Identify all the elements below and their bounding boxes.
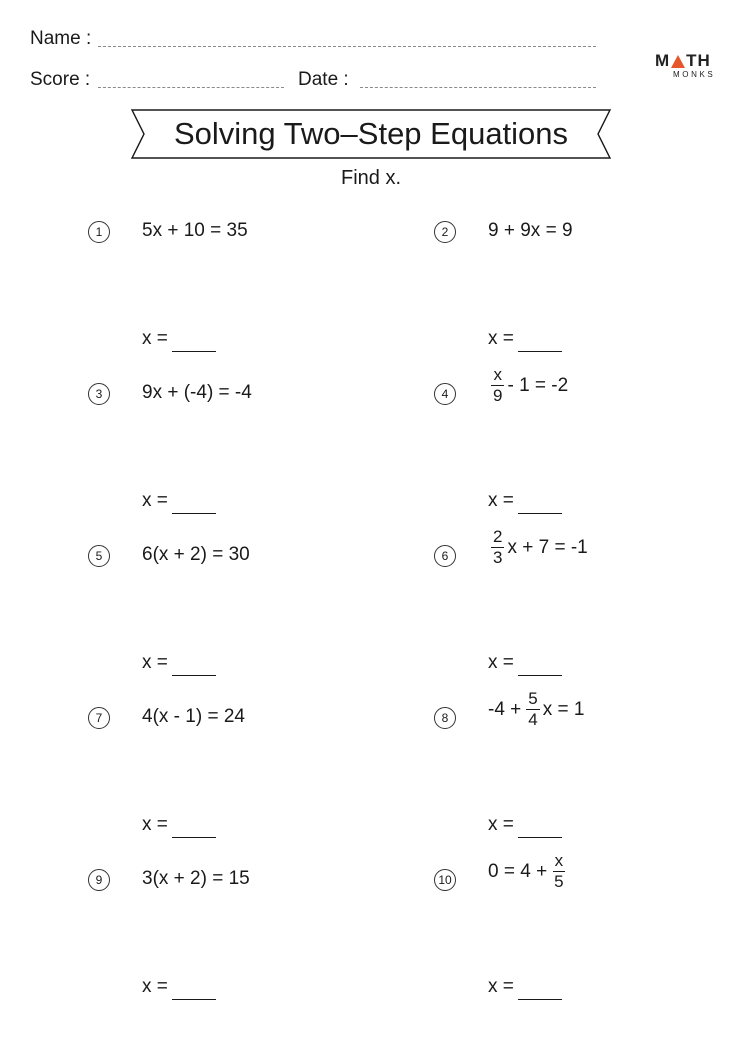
fraction xyxy=(552,851,565,892)
equation xyxy=(488,365,568,406)
answer-line xyxy=(488,812,562,838)
equation: 9 + 9x = 9 xyxy=(488,220,573,241)
answer-blank[interactable] xyxy=(172,495,216,514)
answer-label: x = xyxy=(142,490,168,511)
equation: 9x + (-4) = -4 xyxy=(142,382,252,403)
problem-7 xyxy=(88,707,418,857)
answer-label: x = xyxy=(142,814,168,835)
answer-label: x = xyxy=(142,652,168,673)
page-title: Solving Two–Step Equations xyxy=(173,116,569,151)
name-field[interactable] xyxy=(98,46,596,47)
answer-blank[interactable] xyxy=(172,819,216,838)
fraction xyxy=(526,689,539,730)
answer-line xyxy=(488,326,562,352)
date-label: Date : xyxy=(298,69,349,90)
problem-9 xyxy=(88,869,418,1019)
problem-4 xyxy=(434,365,742,533)
problem-number: 5 xyxy=(88,545,110,567)
problem-number: 8 xyxy=(434,707,456,729)
equation: 3(x + 2) = 15 xyxy=(142,868,250,889)
answer-label: x = xyxy=(142,976,168,997)
date-field[interactable] xyxy=(360,87,596,88)
answer-line xyxy=(142,974,216,1000)
score-field[interactable] xyxy=(98,87,284,88)
answer-label: x = xyxy=(488,814,514,835)
name-label: Name : xyxy=(30,28,92,49)
problem-number: 6 xyxy=(434,545,456,567)
answer-blank[interactable] xyxy=(172,981,216,1000)
problem-3 xyxy=(88,383,418,533)
score-label: Score : xyxy=(30,69,91,90)
answer-blank[interactable] xyxy=(518,333,562,352)
equation xyxy=(488,527,588,568)
logo-word-left: M xyxy=(655,51,671,70)
answer-label: x = xyxy=(488,490,514,511)
fraction-denominator: 3 xyxy=(493,548,503,567)
fraction-numerator: 2 xyxy=(493,527,503,546)
answer-blank[interactable] xyxy=(518,657,562,676)
fraction-denominator: 5 xyxy=(554,872,564,891)
answer-line xyxy=(142,326,216,352)
answer-blank[interactable] xyxy=(172,333,216,352)
answer-label: x = xyxy=(488,652,514,673)
problem-number: 3 xyxy=(88,383,110,405)
equation-left-text: -4 + xyxy=(488,698,522,720)
fraction-numerator: 5 xyxy=(528,689,538,708)
fraction-denominator: 4 xyxy=(528,710,538,729)
equation-right-text: x = 1 xyxy=(542,698,585,720)
instruction-text: Find x. xyxy=(340,167,402,189)
answer-line xyxy=(488,488,562,514)
equation xyxy=(488,689,584,730)
problem-number: 7 xyxy=(88,707,110,729)
fraction xyxy=(491,527,504,568)
equation-left-text: 0 = 4 + xyxy=(488,860,548,882)
problem-number: 9 xyxy=(88,869,110,891)
problem-number: 10 xyxy=(434,869,456,891)
fraction-numerator: x xyxy=(493,365,502,384)
logo-word-right: TH xyxy=(686,51,711,70)
answer-blank[interactable] xyxy=(172,657,216,676)
answer-line xyxy=(488,650,562,676)
fraction xyxy=(491,365,504,406)
answer-line xyxy=(142,650,216,676)
answer-label: x = xyxy=(488,976,514,997)
problem-5 xyxy=(88,545,418,695)
equation-right-text: x + 7 = -1 xyxy=(507,536,588,558)
answer-label: x = xyxy=(488,328,514,349)
answer-blank[interactable] xyxy=(518,981,562,1000)
fraction-denominator: 9 xyxy=(493,386,503,405)
answer-line xyxy=(142,812,216,838)
equation-right-text: - 1 = -2 xyxy=(507,374,569,396)
math-monks-logo xyxy=(655,52,717,80)
equation: 6(x + 2) = 30 xyxy=(142,544,250,565)
problem-number: 2 xyxy=(434,221,456,243)
answer-line xyxy=(488,974,562,1000)
logo-subtext: MONKS xyxy=(673,70,716,79)
logo-triangle-icon xyxy=(671,55,685,68)
equation: 5x + 10 = 35 xyxy=(142,220,248,241)
problem-8 xyxy=(434,689,742,857)
answer-blank[interactable] xyxy=(518,495,562,514)
problem-number: 4 xyxy=(434,383,456,405)
problem-number: 1 xyxy=(88,221,110,243)
equation xyxy=(488,851,569,892)
equation: 4(x - 1) = 24 xyxy=(142,706,245,727)
answer-blank[interactable] xyxy=(518,819,562,838)
answer-line xyxy=(142,488,216,514)
answer-label: x = xyxy=(142,328,168,349)
problem-10 xyxy=(434,851,742,1019)
problem-1 xyxy=(88,221,418,371)
problem-6 xyxy=(434,527,742,695)
problem-2 xyxy=(434,221,742,371)
fraction-numerator: x xyxy=(554,851,564,870)
title-banner xyxy=(128,108,614,160)
